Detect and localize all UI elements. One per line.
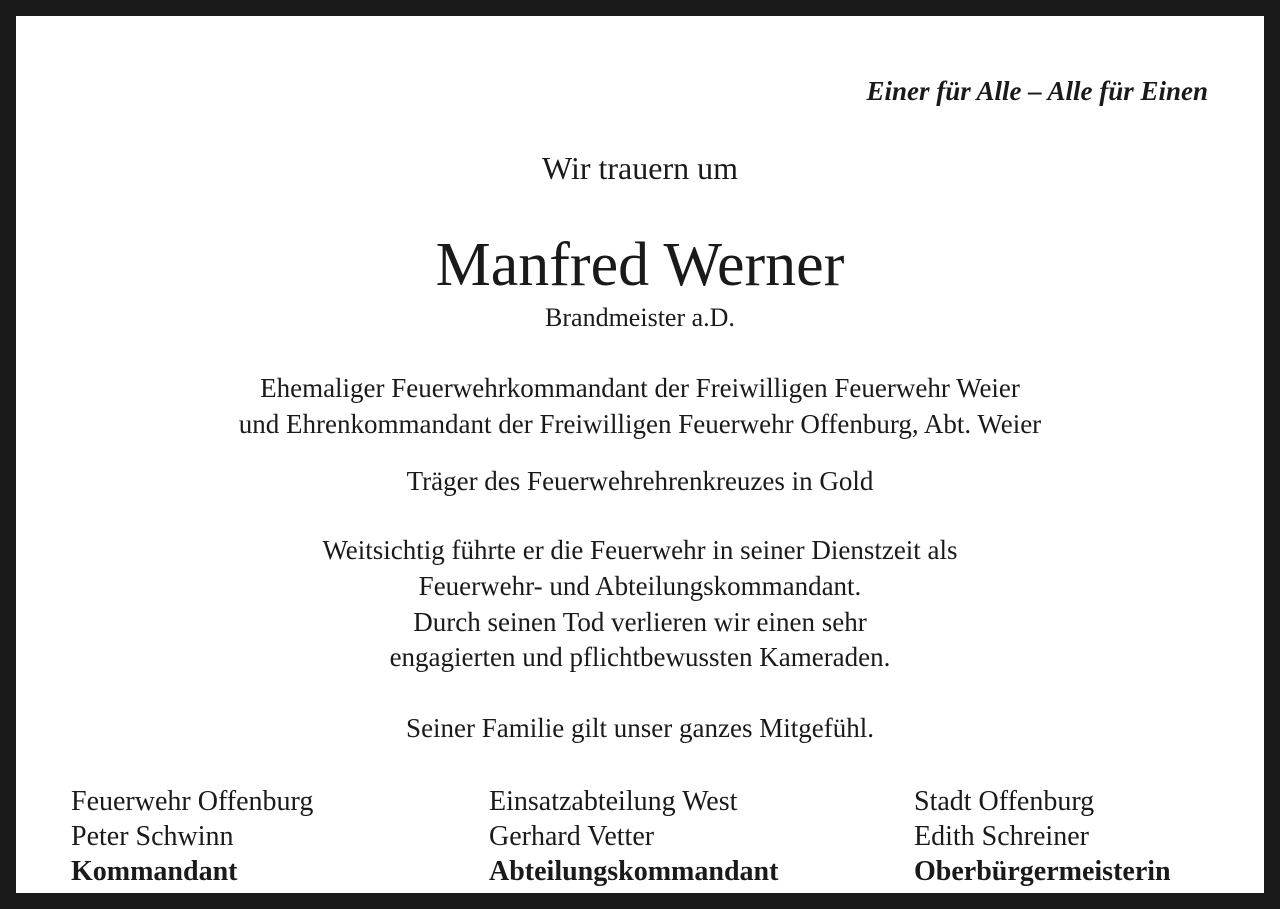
deceased-rank: Brandmeister a.D. [545, 303, 735, 332]
honor-text: Träger des Feuerwehrehrenkreuzes in Gold [406, 466, 874, 496]
tribute-line: Durch seinen Tod verlieren wir einen sehr [413, 607, 867, 637]
condolence-text: Seiner Familie gilt unser ganzes Mitgefühl. [406, 713, 874, 743]
signatory-organization: Stadt Offenburg [914, 786, 1095, 817]
signatory-title: Abteilungskommandant [489, 856, 779, 887]
tribute-line: Weitsichtig führte er die Feuerwehr in seiner Dienstzeit als [322, 535, 958, 565]
signatory-block [914, 784, 1171, 889]
deceased-name: Manfred Werner [435, 231, 845, 299]
signatory-title: Oberbürgermeisterin [914, 856, 1171, 887]
signatory-person: Peter Schwinn [71, 821, 234, 852]
role-line: Ehemaliger Feuerwehrkommandant der Freiwilligen Feuerwehr Weier [260, 373, 1020, 403]
signatory-block [71, 784, 313, 889]
signatory-title: Kommandant [71, 856, 238, 887]
intro-text: Wir trauern um [542, 150, 738, 186]
signatory-person: Edith Schreiner [914, 821, 1089, 852]
signatory-organization: Feuerwehr Offenburg [71, 786, 314, 817]
signatory-block [489, 784, 778, 889]
signatory-person: Gerhard Vetter [489, 821, 655, 852]
tribute-line: Feuerwehr- und Abteilungskommandant. [418, 571, 862, 601]
role-line: und Ehrenkommandant der Freiwilligen Feuerwehr Offenburg, Abt. Weier [238, 409, 1042, 439]
tribute-line: engagierten und pflichtbewussten Kameraden. [389, 642, 891, 672]
motto: Einer für Alle – Alle für Einen [866, 76, 1208, 106]
signatory-organization: Einsatzabteilung West [489, 786, 738, 817]
